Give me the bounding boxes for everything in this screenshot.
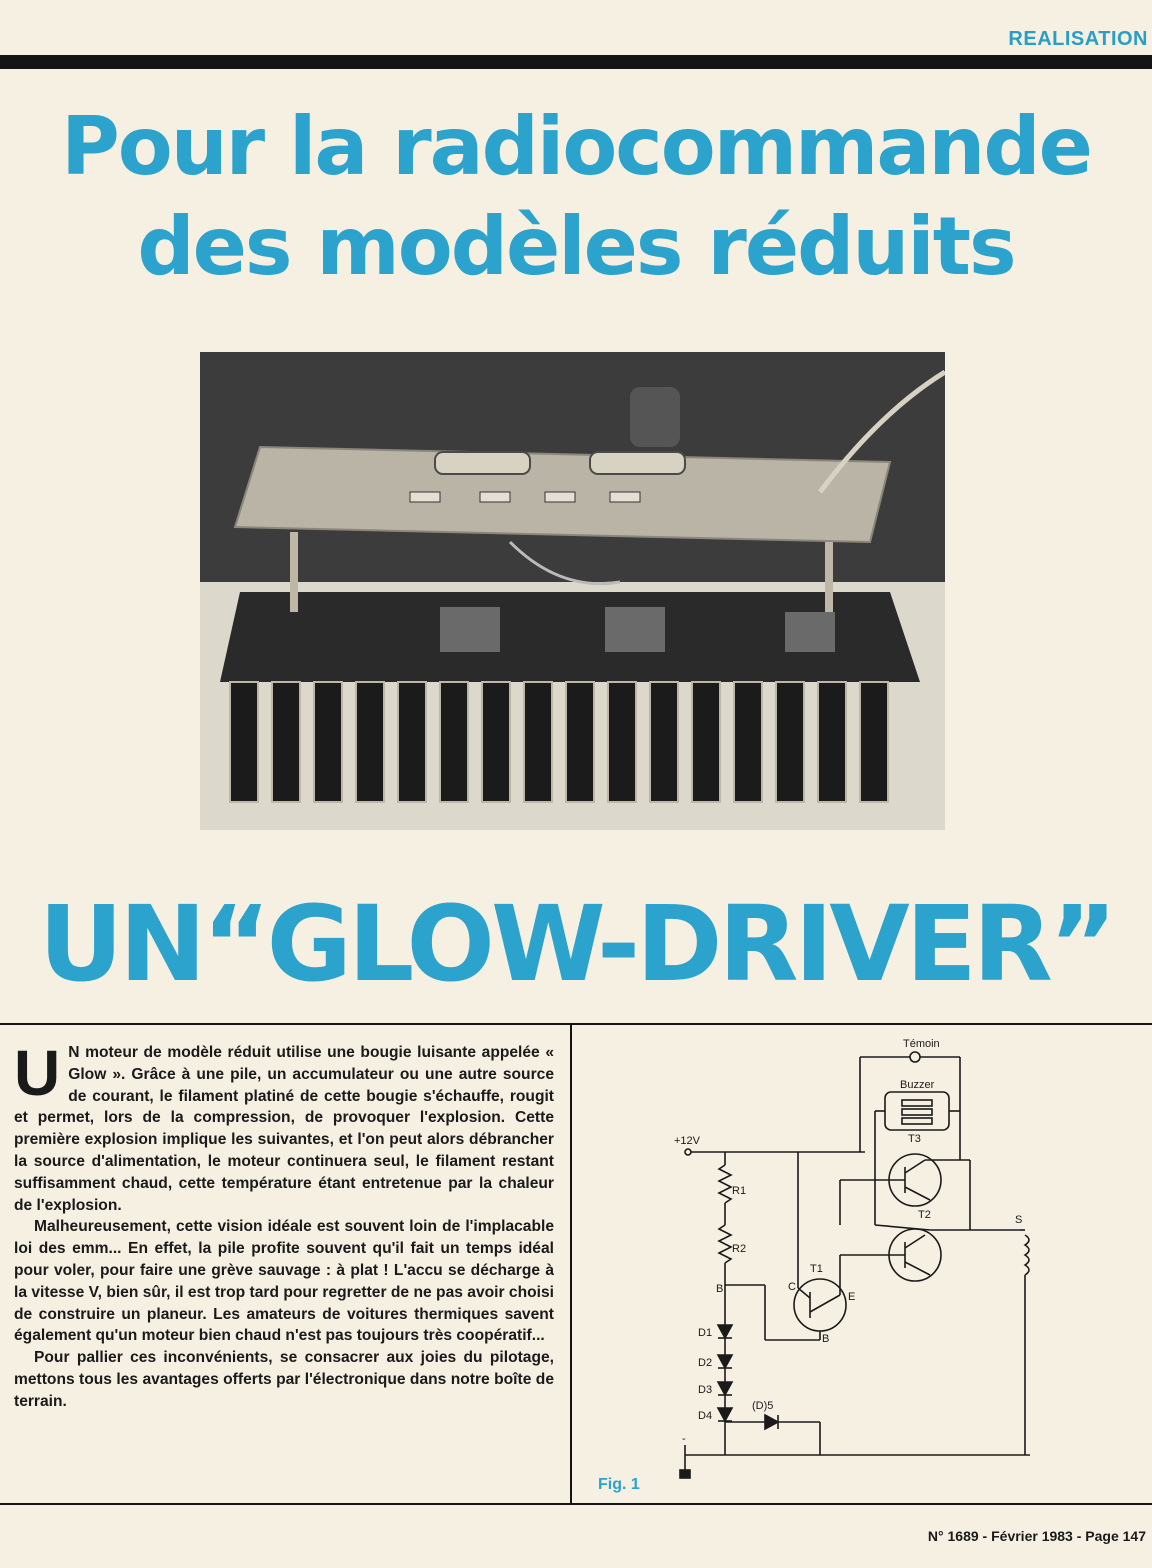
column-rule [570, 1025, 572, 1503]
drop-cap: U [14, 1037, 61, 1109]
label-buzzer: Buzzer [900, 1079, 935, 1091]
circuit-schematic [660, 1030, 1060, 1500]
label-s: S [1015, 1214, 1023, 1226]
label-emitter: E [848, 1291, 856, 1303]
page-footer: N° 1689 - Février 1983 - Page 147 [927, 1528, 1146, 1544]
top-rule [0, 55, 1152, 69]
headline-main: UN“GLOW-DRIVER” [38, 883, 1114, 1005]
label-supply: +12V [674, 1135, 700, 1147]
label-collector: C [788, 1281, 796, 1293]
label-t3: T3 [908, 1133, 921, 1145]
paragraph-1-text: N moteur de modèle réduit utilise une bougie luisante appelée « Glow ». Grâce à une pile, un accumulateur ou une autre source de courant, le filament platiné de cette bougie s'échauffe, rougit et permet, lors de la compression, de provoquer l'explosion. Cette première explosion implique les suivantes, et l'on peut alors débrancher la source d'alimentation, le moteur continuera seul, le filament restant suffisamment chaud, cette température étant entretenue par la chaleur de l'explosion. [14, 1044, 554, 1214]
paragraph-2: Malheureusement, cette vision idéale est souvent loin de l'implacable loi des emm... En effet, la pile profite souvent qu'il fait un temps idéal pour voler, pour faire une grève sauvage : à plat ! L'accu se décharge à la vitesse V, bien sûr, il est trop tard pour regretter de ne pas avoir choisi de construire un planeur. Les amateurs de voitures thermiques savent également qu'un moteur bien chaud n'est pas toujours très coopératif... [14, 1218, 554, 1345]
label-d1: D1 [698, 1327, 713, 1339]
label-b-pin: B [822, 1333, 830, 1345]
paragraph-1 [14, 1037, 554, 1216]
headline-line-2: des modèles réduits [137, 200, 1015, 293]
label-b-node: B [716, 1283, 724, 1295]
heatsink-circuit-illustration [200, 352, 945, 830]
label-temoin: Témoin [903, 1038, 940, 1050]
section-tag: REALISATION [1008, 28, 1148, 50]
mid-rule [0, 1023, 1152, 1025]
label-ground: - [682, 1433, 686, 1445]
label-d4: D4 [698, 1410, 713, 1422]
label-d2: D2 [698, 1357, 713, 1369]
article-body [14, 1037, 554, 1413]
label-r1: R1 [732, 1185, 747, 1197]
label-d5: (D)5 [752, 1400, 774, 1412]
label-t2: T2 [918, 1209, 931, 1221]
device-photo [200, 352, 945, 830]
label-d3: D3 [698, 1384, 713, 1396]
paragraph-3: Pour pallier ces inconvénients, se consacrer aux joies du pilotage, mettons tous les avantages offerts par l'électronique dans notre boîte de terrain. [14, 1349, 554, 1410]
label-r2: R2 [732, 1243, 747, 1255]
label-t1: T1 [810, 1263, 823, 1275]
bottom-rule [0, 1503, 1152, 1505]
figure-caption: Fig. 1 [598, 1476, 640, 1493]
headline-line-1: Pour la radiocommande [61, 100, 1091, 193]
